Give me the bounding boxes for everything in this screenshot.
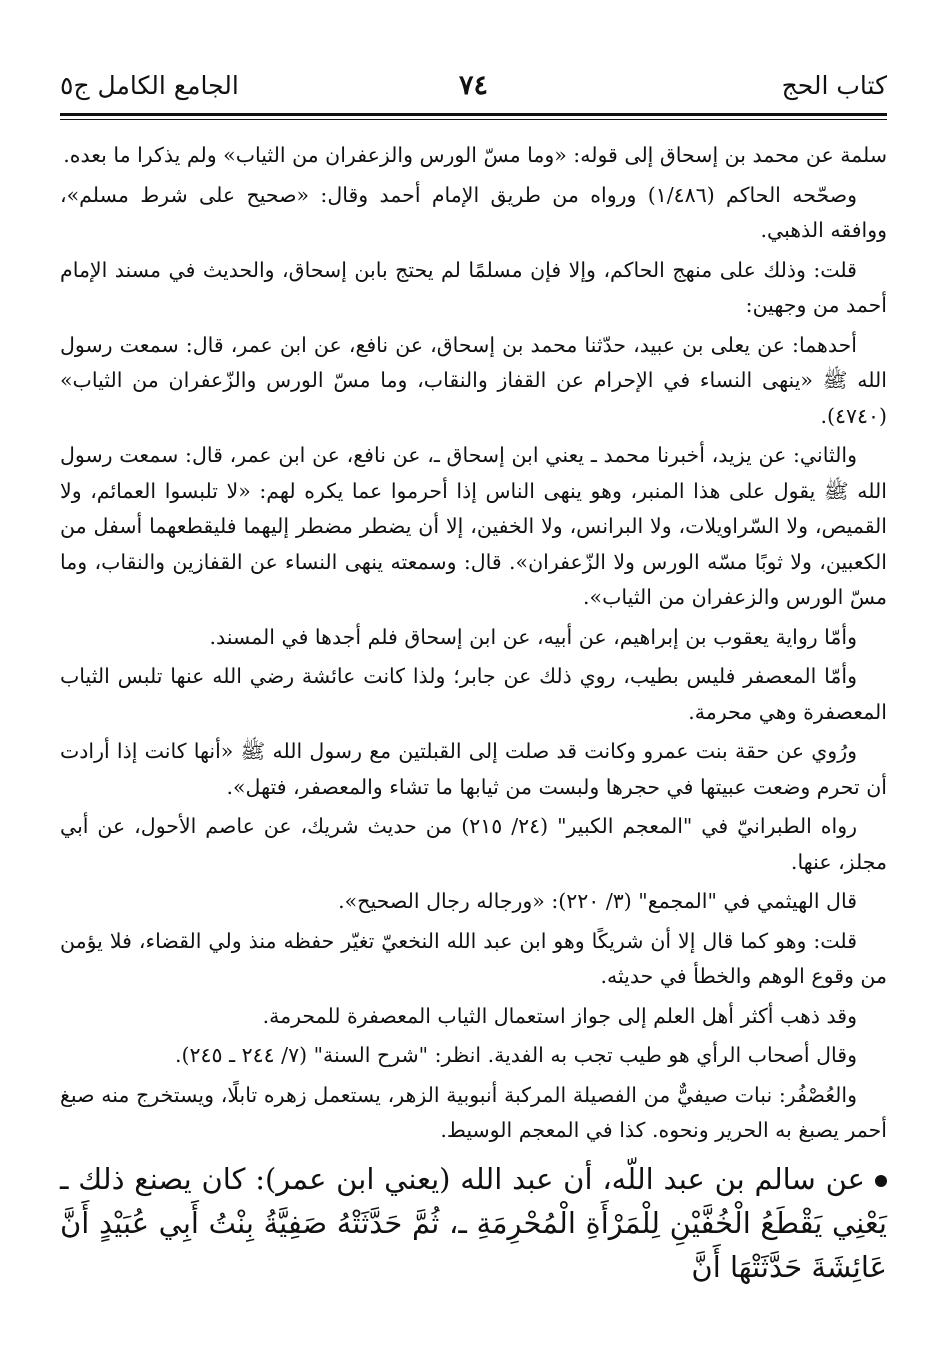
paragraph: وقد ذهب أكثر أهل العلم إلى جواز استعمال الثياب المعصفرة للمحرمة.: [262, 1003, 857, 1028]
paragraph: وقال أصحاب الرأي هو طيب تجب به الفدية. انظر: "شرح السنة" (٧/ ٢٤٤ ـ ٢٤٥).: [174, 1043, 857, 1067]
hadith-text: [60, 1157, 887, 1289]
book-title: كتاب الحج: [781, 71, 887, 100]
hadith-body: عن سالم بن عبد اللّه، أن عبد الله (يعني ابن عمر): كان يصنع ذلك ـ يَعْنِي يَقْطَعُ الْخُفَّيْنِ لِلْمَرْأَةِ الْمُحْرِمَةِ ـ، ثُمَّ حَدَّثَتْهُ صَفِيَّةُ بِنْتُ أَبِي عُبَيْدٍ أَنَّ عَائِشَةَ حَدَّثَتْهَا أَنَّ: [60, 1161, 887, 1284]
header-rule: [60, 113, 887, 120]
paragraph: والعُصْفُر: نبات صيفيٌّ من الفصيلة المركبة أنبوبية الزهر، يستعمل زهره تابلًا، ويستخرج منه صبغ أحمر يصبغ به الحرير ونحوه. كذا في المعجم الوسيط.: [60, 1082, 887, 1142]
page-number: ٧٤: [458, 70, 488, 101]
page-body: [60, 138, 887, 1289]
paragraph: سلمة عن محمد بن إسحاق إلى قوله: «وما مسّ الورس والزعفران من الثياب» ولم يذكرا ما بعده.: [63, 143, 887, 167]
paragraph: وأمّا رواية يعقوب بن إبراهيم، عن أبيه، عن ابن إسحاق فلم أجدها في المسند.: [209, 624, 857, 649]
paragraph: قال الهيثمي في "المجمع" (٣/ ٢٢٠): «ورجاله رجال الصحيح».: [338, 889, 857, 913]
bullet-icon: [875, 1175, 887, 1187]
collection-title: الجامع الكامل ج٥: [60, 71, 239, 100]
paragraph: قلت: وهو كما قال إلا أن شريكًا وهو ابن عبد الله النخعيّ تغيّر حفظه منذ ولي القضاء، فلا يؤمن من وقوع الوهم والخطأ في حديثه.: [60, 928, 887, 988]
paragraph: قلت: وذلك على منهج الحاكم، وإلا فإن مسلمًا لم يحتج بابن إسحاق، والحديث في مسند الإمام أحمد من وجهين:: [60, 257, 887, 317]
page-header: [60, 0, 887, 110]
paragraph: وأمّا المعصفر فليس بطيب، روي ذلك عن جابر؛ ولذا كانت عائشة رضي الله عنها تلبس الثياب المعصفرة وهي محرمة.: [60, 664, 887, 724]
paragraph: والثاني: عن يزيد، أخبرنا محمد ـ يعني ابن إسحاق ـ، عن نافع، عن ابن عمر، قال: سمعت رسول الله ﷺ يقول على هذا المنبر، وهو ينهى الناس إذا أحرموا عما يكره لهم: «لا تلبسوا العمائم، ولا القميص، ولا السّراويلات، ولا البرانس، ولا الخفين، إلا أن يضطر مضطر إليهما فليقطعهما أسفل من الكعبين، ولا ثوبًا مسّه الورس ولا الزّعفران». قال: وسمعته ينهى النساء عن القفازين والنقاب، وما مسّ الورس والزعفران من الثياب».: [60, 443, 887, 609]
paragraph: وصحّحه الحاكم (١/٤٨٦) ورواه من طريق الإمام أحمد وقال: «صحيح على شرط مسلم»، ووافقه الذهبي.: [60, 182, 887, 242]
paragraph: ورُوي عن حقة بنت عمرو وكانت قد صلت إلى القبلتين مع رسول الله ﷺ «أنها كانت إذا أرادت أن تحرم وضعت عبيتها في حجرها ولبست من ثيابها ما تشاء والمعصفر، فتهل».: [60, 739, 887, 799]
paragraph: أحدهما: عن يعلى بن عبيد، حدّثنا محمد بن إسحاق، عن نافع، عن ابن عمر، قال: سمعت رسول الله ﷺ «ينهى النساء في الإحرام عن القفاز والنقاب، وما مسّ الورس والزّعفران من الثياب» (٤٧٤٠).: [60, 332, 887, 428]
paragraph: رواه الطبرانيّ في "المعجم الكبير" (٢٤/ ٢١٥) من حديث شريك، عن عاصم الأحول، عن أبي مجلز، عنها.: [60, 814, 887, 874]
